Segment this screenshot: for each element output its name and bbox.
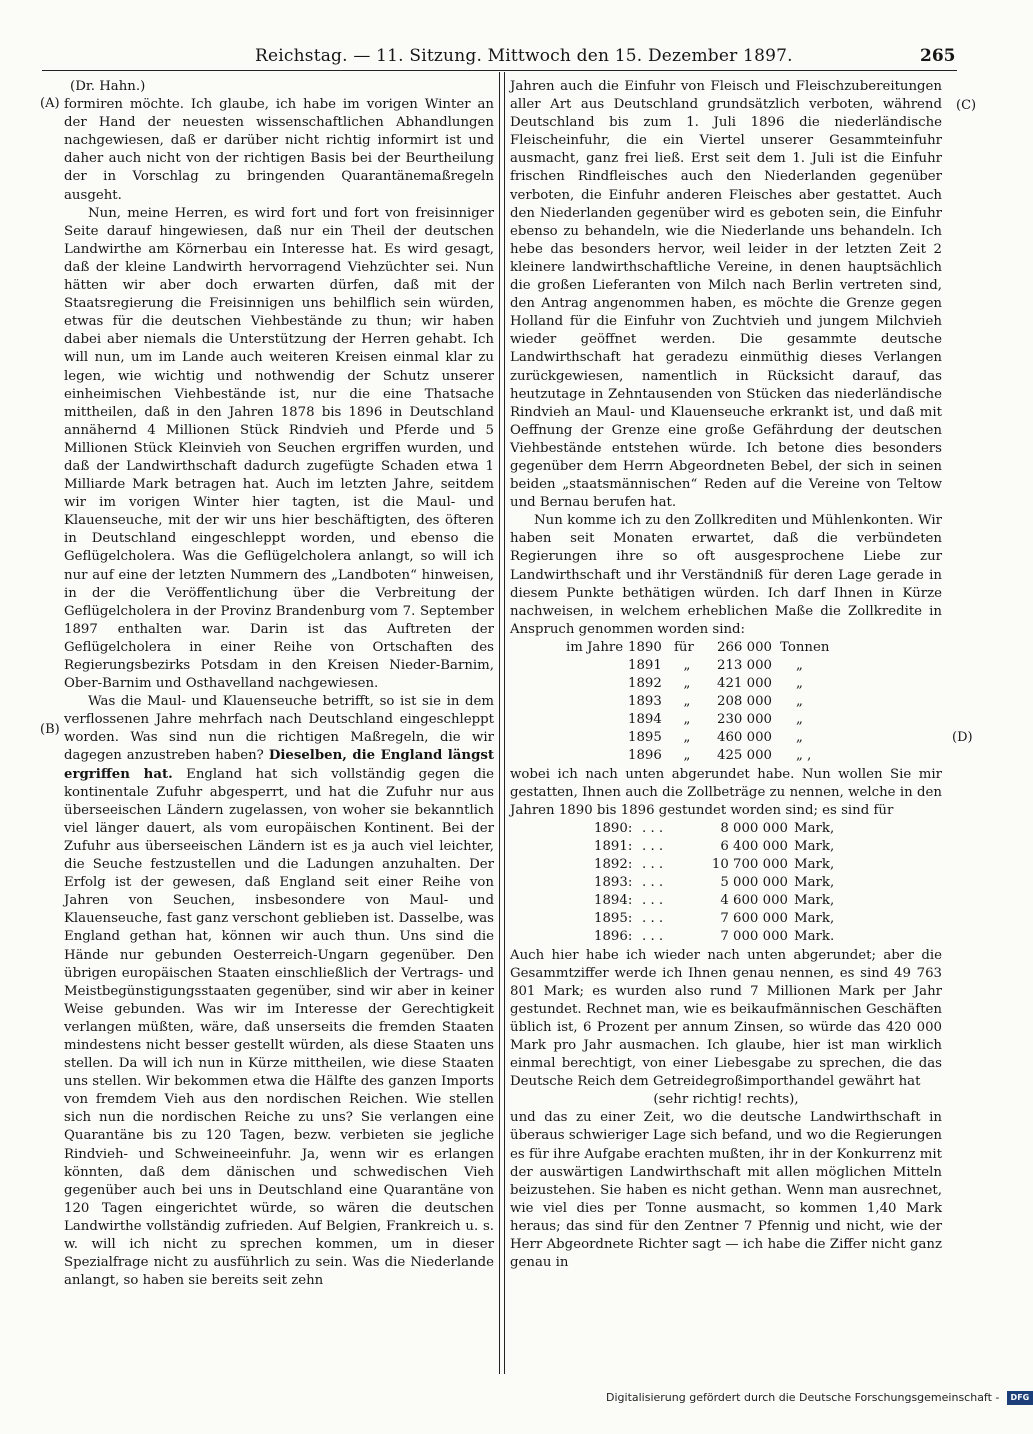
paragraph: Jahren auch die Einfuhr von Fleisch und Fleischzubereitungen aller Art aus Deutschland grundsätzlich verboten, während Deutschland bis zum 1. Juli 1896 die niederländische Fleischeinfuhr, die ein Viertel unserer Gesammteinfuhr ausmacht, ganz frei ließ. Erst seit dem 1. Juli ist die Einfuhr frischen Rindfleisches auch den Niederlanden gegenüber verboten, die Einfuhr anderen Fleisches aber gestattet. Auch den Niederlanden gegenüber wird es geboten sein, die Einfuhr ebenso zu behandeln, wie die Niederlande uns behandeln. Ich hebe das besonders hervor, weil leider in der letzten Zeit 2 kleinere landwirthschaftliche Vereine, in denen hauptsächlich die großen Lieferanten von Milch nach Berlin vertreten sind, den Antrag angenommen haben, es möchte die Grenze gegen Holland für die Einfuhr von Zuchtvieh und jungem Milchvieh wieder geöffnet werden. Die gesammte deutsche Landwirthschaft hat geradezu einmüthig dieses Verlangen zurückgewiesen, namentlich in Rücksicht darauf, das heutzutage in Zehntausenden von Stücken das niederländische Rindvieh an Maul- und Klauenseuche erkrankt ist, und daß mit Oeffnung der Grenze eine große Gefährdung der deutschen Viehbestände entstehen würde. Ich betone dies besonders gegenüber dem Herrn Abgeordneten Bebel, der sich in seinen beiden „staatsmännischen“ Reden auf die Vereine von Teltow und Bernau berufen hat. [510,79,942,511]
margin-marker-a: (A) [40,96,60,111]
table-cell: 213 000 [717,658,772,673]
table-cell: 8 000 000 [720,820,788,836]
table-cell: 5 000 000 [720,875,788,891]
paragraph: Auch hier habe ich wieder nach unten abgerundet; aber die Gesammtziffer werde ich Ihnen genau nennen, es sind 49 763 801 Mark; es wurden also rund 7 Millionen Mark per Jahr gestundet. Rechnet man, wie es beikaufmännischen Geschäften üblich ist, 6 Prozent per annum Zinsen, so würde das 420 000 Mark pro Jahr ausmachen. Ich glaube, hier ist man wirklich einmal berechtigt, von einer Liebesgabe zu sprechen, die das Deutsche Reich dem Getreidegroßimporthandel gewährt hat [510,947,942,1090]
table-cell: . . . [642,838,664,854]
table-cell: 1893 [628,694,662,710]
table-cell: 1891 [628,658,662,673]
table-cell: 1892: [594,857,633,873]
running-title: Reichstag. — 11. Sitzung. Mittwoch den 15. Dezember 1897. [255,46,793,66]
table-row [566,711,829,729]
table-row [566,729,829,747]
right-column [510,78,942,1272]
table-cell: „ [683,730,691,746]
paragraph [64,693,494,1290]
table-row [566,675,829,693]
table-cell: 4 600 000 [720,893,788,909]
margin-marker-c: (C) [956,98,977,113]
table-cell: „ [796,694,803,710]
zollbetraege-table [594,820,834,947]
table-row [594,928,834,946]
table-cell: Tonnen [780,639,830,655]
table-cell: 1894: [594,893,633,909]
paragraph: Nun, meine Herren, es wird fort und fort von freisinniger Seite darauf hingewiesen, daß nur ein Theil der deutschen Landwirthe am Körnerbau ein Interesse hat. Es wird gesagt, daß der kleine Landwirth hervorragend Viehzüchter sei. Nun hätten wir aber doch erwarten dürfen, daß mit der Staatsregierung die Freisinnigen uns behilflich sein würden, etwas für die deutschen Viehbestände zu thun; wir haben dabei aber niemals die Unterstützung der Herren gehabt. Ich will nun, um im Lande auch weiteren Kreisen einmal klar zu legen, wie wichtig und nothwendig der Schutz unserer einheimischen Viehbestände ist, nur die eine Thatsache mittheilen, daß in den Jahren 1878 bis 1896 in Deutschland annähernd 4 Millionen Stück Rindvieh und Pferde und 5 Millionen Stück Kleinvieh von Seuchen ergriffen wurden, und daß der Landwirthschaft dadurch zugefügte Schaden etwa 1 Milliarde Mark betragen hat. Auch im letzten Jahre, seitdem wir im vorigen Winter hier tagten, ist die Maul- und Klauenseuche, mit der wir uns hier beschäftigten, des öfteren in Deutschland eingeschleppt worden, und ebenso die Geflügelcholera. Was die Geflügelcholera anlangt, so will ich nur auf eine der letzten Nummern des „Landboten“ hinweisen, in der die Veröffentlichung über die Verbreitung der Geflügelcholera in der Provinz Brandenburg vom 7. September 1897 enthalten war. Darin ist das Auftreten der Geflügelcholera in einer Reihe von Ortschaften des Regierungsbezirks Potsdam in den Kreisen Nieder-Barnim, Ober-Barnim und Osthavelland nachgewiesen. [64,205,494,692]
table-cell: Mark, [794,911,835,927]
table-cell: für [674,639,694,655]
header-rule [42,70,957,71]
left-column [64,78,494,1290]
table-cell: 1893: [594,875,633,891]
zollkredite-table [566,639,829,766]
interjection: (sehr richtig! rechts), [653,1092,799,1108]
table-cell: „ [683,676,691,692]
table-cell: „ [796,676,803,692]
table-cell: . . . [642,911,664,927]
table-row [594,892,834,910]
table-row [594,838,834,856]
table-cell: 208 000 [717,694,772,710]
table-cell: 425 000 [717,748,772,764]
table-cell: „ [683,748,691,764]
table-cell: „ , [796,748,812,764]
table-row [594,910,834,928]
table-cell: 1894 [628,712,662,728]
table-cell: Mark, [794,875,835,891]
table-row [594,820,834,838]
table-row [566,747,829,765]
paragraph-text: Was die Maul- und Klauenseuche betrifft, so ist sie in dem verflossenen Jahre mehrfach nach Deutschland eingeschleppt worden. Was sind nun die richtigen Maßregeln, die wir dagegen anzustreben haben? [64,694,494,764]
paragraph: formiren möchte. Ich glaube, ich habe im vorigen Winter an der Hand der neuesten wissenschaftlichen Abhandlungen nachgewiesen, daß er darüber nicht richtig informirt ist und daher auch nicht von der richtigen Basis bei der Beurtheilung der in Vorschlag zu bringenden Quarantänemaßregeln ausgeht. [64,97,494,203]
table-cell: Mark, [794,838,835,854]
table-cell: 1891: [594,838,633,854]
speaker-label: (Dr. Hahn.) [70,79,146,94]
table-cell: „ [796,712,803,728]
footer-text: Digitalisierung gefördert durch die Deutsche Forschungsgemeinschaft - [606,1391,1000,1404]
table-cell: Mark. [794,929,835,945]
table-cell: „ [683,694,691,710]
footer-credit [606,1391,1033,1405]
table-cell: „ [683,658,691,673]
dfg-logo-icon: DFG [1007,1391,1033,1405]
table-cell: . . . [642,875,664,891]
table-cell: 7 000 000 [720,929,788,945]
emphasis-text: Dieselben, die England längst ergriffen hat. [64,748,494,782]
column-divider-inner [504,72,505,1374]
table-cell: 1895 [628,730,662,746]
table-cell: 421 000 [717,676,772,692]
table-cell: 460 000 [717,730,772,746]
table-cell: 1890: [594,820,633,836]
paragraph: Nun komme ich zu den Zollkrediten und Mühlenkonten. Wir haben seit Monaten erwartet, daß die verbündeten Regierungen ihre so oft ausgesprochene Liebe zur Landwirthschaft und ihr Verständniß für deren Lage gerade in diesem Punkte bethätigen würden. Ich darf Ihnen in Kürze nachweisen, in welchem erheblichen Maße die Zollkredite in Anspruch genommen worden sind: [510,513,942,637]
paragraph-text: England hat sich vollständig gegen die kontinentale Zufuhr abgesperrt, und hat die Zufuhr nur aus überseeischen Ländern zugelassen, von woher sie bekanntlich viel länger dauert, als vom europäischen Kontinent. Bei der Zufuhr aus überseeischen Ländern ist es ja auch viel leichter, die Seuche festzustellen und die Ladungen anzuhalten. Der Erfolg ist der gewesen, daß England seit einer Reihe von Jahren von Seuchen, insbesondere von Maul- und Klauenseuche, fast ganz verschont geblieben ist. Dasselbe, was England gethan hat, können wir auch thun. Uns sind die Hände nur gebunden Oesterreich-Ungarn gegenüber. Den übrigen europäischen Staaten einschließlich der Vertrags- und Meistbegünstigungsstaaten gegenüber, sind wir aber in keiner Weise gebunden. Was wir im Interesse der Gerechtigkeit verlangen müßten, wäre, daß unserseits die fremden Staaten mindestens nicht besser gestellt würden, als diese Staaten uns stellen. Da will ich nun in Kürze mittheilen, wie diese Staaten uns stellen. Wir bekommen etwa die Hälfte des ganzen Imports von fremdem Vieh aus den nordischen Reichen. Wie stellen sich nun die nordischen Reiche zu uns? Sie verlangen eine Quarantäne bis zu 120 Tagen, bezw. verbieten sie jegliche Rindvieh- und Schweineeinfuhr. Ja, wenn wir es erlangen könnten, daß dem dänischen und schwedischen Vieh gegenüber auch bei uns in Deutschland eine Quarantäne von 120 Tagen eingerichtet würde, so wären die deutschen Landwirthe vollständig zufrieden. Auf Belgien, Frankreich u. s. w. will ich nicht zu sprechen kommen, um in dieser Spezialfrage nicht zu ausführlich zu sein. Was die Niederlande anlangt, so haben sie bereits seit zehn [64,766,494,1289]
table-cell: im Jahre [566,639,624,655]
table-cell: Mark, [794,893,835,909]
table-row [594,874,834,892]
table-row [594,856,834,874]
table-cell: 10 700 000 [711,857,788,873]
table-cell: 1896 [628,748,662,764]
table-row [566,639,829,657]
table-cell: „ [796,658,803,673]
table-cell: . . . [642,893,664,909]
table-cell: . . . [642,857,664,873]
table-cell: 1890 [628,639,662,655]
page-number: 265 [920,46,956,66]
margin-marker-d: (D) [952,730,973,745]
table-cell: Mark, [794,820,835,836]
table-row [566,693,829,711]
table-cell: 7 600 000 [720,911,788,927]
table-cell: 1895: [594,911,633,927]
table-cell: Mark, [794,857,835,873]
column-divider [499,72,500,1374]
table-cell: 6 400 000 [720,838,788,854]
table-cell: 1892 [628,676,662,692]
paragraph: und das zu einer Zeit, wo die deutsche Landwirthschaft in überaus schwieriger Lage sich befand, und wo die Regierungen es für ihre Aufgabe erachten mußten, ihr in der Konkurrenz mit der auswärtigen Landwirthschaft mit allen möglichen Mitteln beizustehen. Sie haben es nicht gethan. Wenn man ausrechnet, wie viel dies per Tonne ausmacht, so kommen 1,40 Mark heraus; das sind für den Zentner 7 Pfennig und nicht, wie der Herr Abgeordnete Richter sagt — ich habe die Ziffer nicht ganz genau in [510,1110,942,1271]
table-cell: 1896: [594,929,633,945]
table-cell: „ [683,712,691,728]
table-cell: „ [796,730,803,746]
table-cell: . . . [642,820,664,836]
table-cell: 266 000 [717,639,772,655]
margin-marker-b: (B) [40,722,60,737]
table-row [566,657,829,675]
table-cell: . . . [642,929,664,945]
paragraph: wobei ich nach unten abgerundet habe. Nun wollen Sie mir gestatten, Ihnen auch die Zollbeträge zu nennen, welche in den Jahren 1890 bis 1896 gestundet worden sind; es sind für [510,766,942,818]
table-cell: 230 000 [717,712,772,728]
page-header [0,46,1000,72]
